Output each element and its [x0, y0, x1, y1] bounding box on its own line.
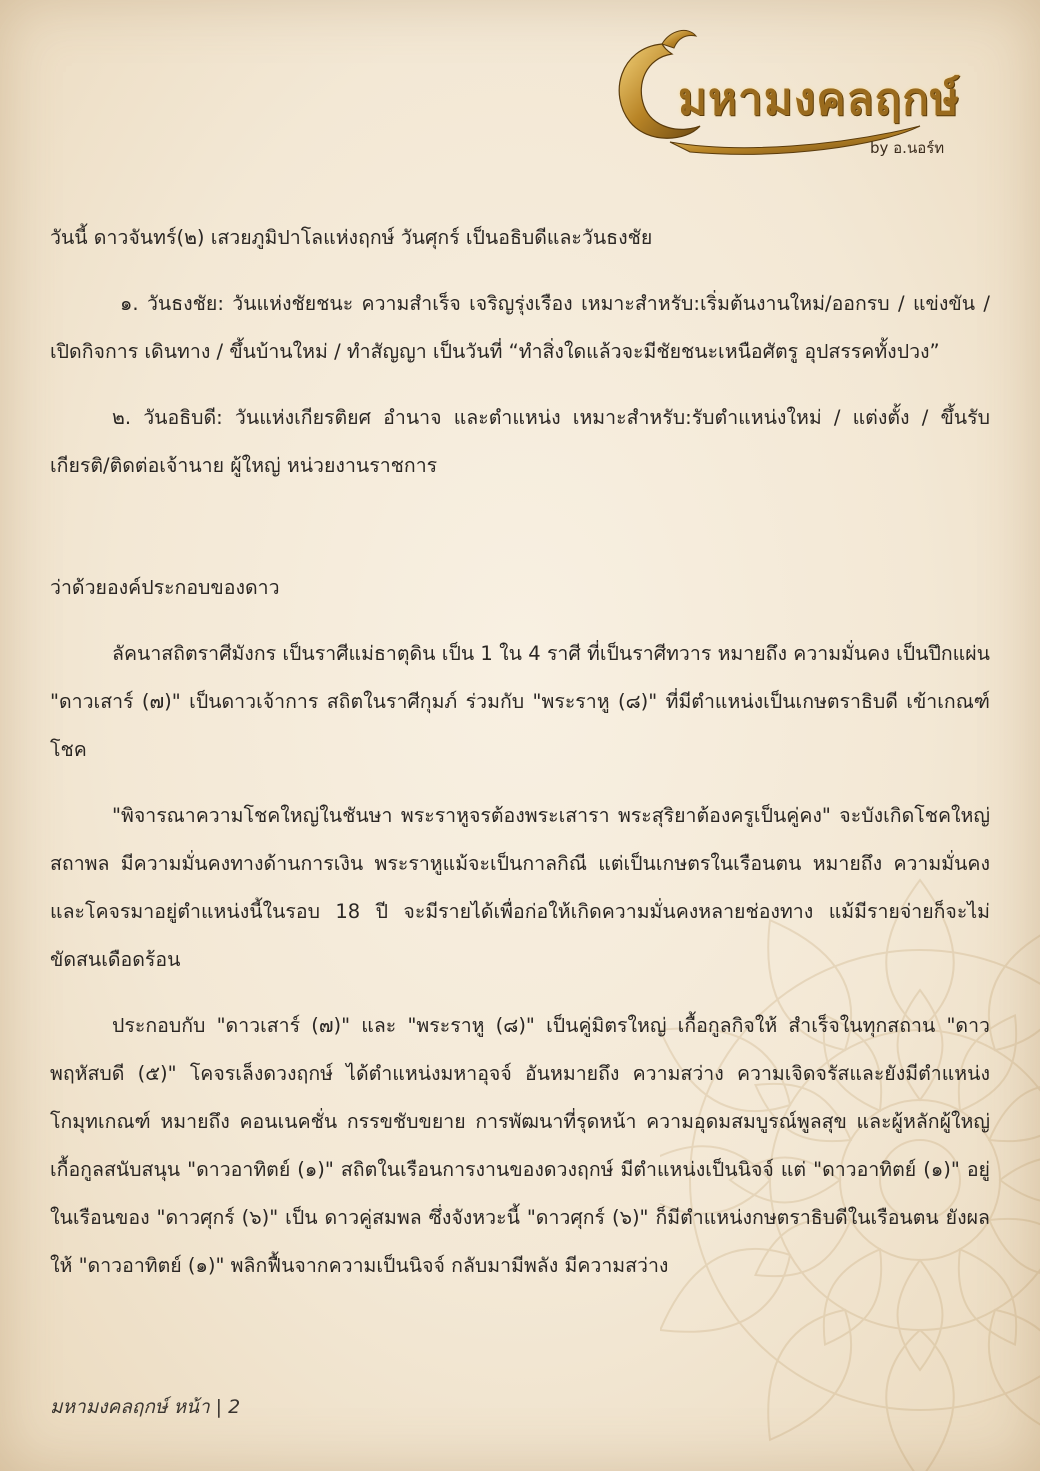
paragraph-fortune: "พิจารณาความโชคใหญ่ในชันษา พระราหูจรต้องพระเสารา พระสุริยาต้องครูเป็นคู่คง" จะบังเกิดโชคใหญ่สถาพล มีความมั่นคงทางด้านการเงิน พระราหูแม้จะเป็นกาลกิณี แต่เป็นเกษตรในเรือนตน หมายถึง ความมั่นคง และโคจรมาอยู่ตำแหน่งนี้ในรอบ 18 ปี จะมีรายได้เพื่อก่อให้เกิดความมั่นคงหลายช่องทาง แม้มีรายจ่ายก็จะไม่ขัดสนเดือดร้อน: [50, 804, 990, 971]
page-footer: มหามงคลฤกษ์ หน้า | 2: [50, 1396, 241, 1418]
logo-title: มหามงคลฤกษ์: [678, 74, 960, 125]
paragraph-ascendant: ลัคนาสถิตราศีมังกร เป็นราศีแม่ธาตุดิน เป็น 1 ใน 4 ราศี ที่เป็นราศีทวาร หมายถึง ความมั่นคง เป็นปึกแผ่น "ดาวเสาร์ (๗)" เป็นดาวเจ้าการ สถิตในราศีกุมภ์ ร่วมกับ "พระราหู (๘)" ที่มีตำแหน่งเป็นเกษตราธิบดี เข้าเกณฑ์โชค: [50, 642, 990, 761]
list-item-victory-day: ๑. วันธงชัย: วันแห่งชัยชนะ ความสำเร็จ เจริญรุ่งเรือง เหมาะสำหรับ:เริ่มต้นงานใหม่/ออกรบ / แข่งขัน / เปิดกิจการ เดินทาง / ขึ้นบ้านใหม่ / ทำสัญญา เป็นวันที่ “ทำสิ่งใดแล้วจะมีชัยชนะเหนือศัตรู อุปสรรคทั้งปวง”: [50, 292, 990, 363]
logo-byline: by อ.นอร์ท: [870, 139, 945, 157]
intro-line: วันนี้ ดาวจันทร์(๒) เสวยภูมิปาโลแห่งฤกษ์ วันศุกร์ เป็นอธิบดีและวันธงชัย: [50, 226, 653, 249]
section-heading: ว่าด้วยองค์ประกอบของดาว: [50, 576, 280, 599]
document-body: [50, 214, 990, 1290]
brand-logo: [600, 14, 1000, 164]
paragraph-planets: ประกอบกับ "ดาวเสาร์ (๗)" และ "พระราหู (๘)" เป็นคู่มิตรใหญ่ เกื้อกูลกิจให้ สำเร็จในทุกสถาน "ดาวพฤหัสบดี (๕)" โคจรเล็งดวงฤกษ์ ได้ตำแหน่งมหาอุจจ์ อันหมายถึง ความสว่าง ความเจิดจรัสและยังมีตำแหน่งโกมุทเกณฑ์ หมายถึง คอนเนคชั่น กรรขชับขยาย การพัฒนาที่รุดหน้า ความอุดมสมบูรณ์พูลสุข และผู้หลักผู้ใหญ่เกื้อกูลสนับสนุน "ดาวอาทิตย์ (๑)" สถิตในเรือนการงานของดวงฤกษ์ มีตำแหน่งเป็นนิจจ์ แต่ "ดาวอาทิตย์ (๑)" อยู่ในเรือนของ "ดาวศุกร์ (๖)" เป็น ดาวคู่สมพล ซึ่งจังหวะนี้ "ดาวศุกร์ (๖)" ก็มีตำแหน่งกษตราธิบดีในเรือนตน ยังผลให้ "ดาวอาทิตย์ (๑)" พลิกฟื้นจากความเป็นนิจจ์ กลับมามีพลัง มีความสว่าง: [50, 1014, 990, 1277]
list-item-adhipati-day: ๒. วันอธิบดี: วันแห่งเกียรติยศ อำนาจ และตำแหน่ง เหมาะสำหรับ:รับตำแหน่งใหม่ / แต่งตั้ง / ขึ้นรับเกียรติ/ติดต่อเจ้านาย ผู้ใหญ่ หน่วยงานราชการ: [50, 406, 990, 477]
